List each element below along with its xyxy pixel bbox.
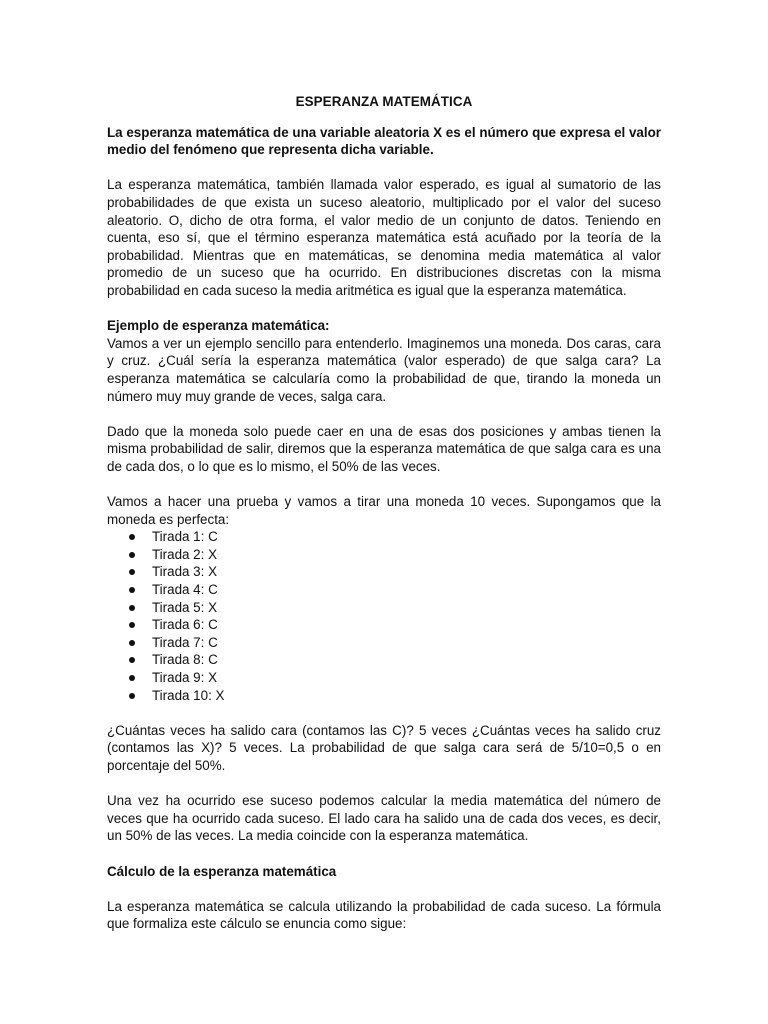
intro-paragraph: La esperanza matemática de una variable aleatoria X es el número que expresa el valor medio del fenómeno que representa dicha variable. <box>107 124 661 158</box>
experiment-paragraph: Vamos a hacer una prueba y vamos a tirar una moneda 10 veces. Supongamos que la moneda es perfecta: <box>107 494 661 527</box>
list-item <box>107 528 661 546</box>
coin-probability-paragraph: Dado que la moneda solo puede caer en una de esas dos posiciones y ambas tienen la misma probabilidad de salir, diremos que la esperanza matemática de que salga cara es una de cada dos, o lo que es lo mismo, el 50% de las veces. <box>107 423 661 474</box>
bullet-icon <box>129 534 135 540</box>
throw-label: Tirada 6: <box>152 617 205 633</box>
list-item <box>107 546 661 564</box>
throw-label: Tirada 7: <box>152 634 205 650</box>
bullet-icon <box>129 675 135 681</box>
result-paragraph: ¿Cuántas veces ha salido cara (contamos las C)? 5 veces ¿Cuántas veces ha salido cruz (contamos las X)? 5 veces. La probabilidad de que salga cara será de 5/10=0,5 o en porcentaje del 50%. <box>107 722 661 773</box>
mean-paragraph: Una vez ha ocurrido ese suceso podemos calcular la media matemática del número de veces que ha ocurrido cada suceso. El lado cara ha salido una de cada dos veces, es decir, un 50% de las veces. La media coincide con la esperanza matemática. <box>107 793 661 844</box>
throw-label: Tirada 9: <box>152 670 205 685</box>
list-item <box>107 616 661 634</box>
bullet-icon <box>129 640 135 646</box>
throw-label: Tirada 2: <box>152 546 205 562</box>
throw-label: Tirada 4: <box>152 582 205 598</box>
list-item <box>107 669 661 687</box>
throw-label: Tirada 10: <box>152 687 212 703</box>
throw-result: X <box>208 599 218 615</box>
throw-label: Tirada 3: <box>152 564 205 580</box>
list-item <box>107 581 661 599</box>
throw-result: X <box>208 564 218 580</box>
bullet-icon <box>129 587 135 593</box>
document-body <box>107 93 661 951</box>
throw-result: C <box>208 634 218 650</box>
list-item <box>107 651 661 669</box>
bullet-icon <box>129 605 135 611</box>
throw-result: C <box>208 617 218 633</box>
bullet-icon <box>129 552 135 558</box>
throws-list <box>107 528 661 704</box>
list-item <box>107 563 661 581</box>
bullet-icon <box>129 569 135 575</box>
bullet-icon <box>129 622 135 628</box>
throw-result: X <box>215 687 225 703</box>
list-item <box>107 687 661 705</box>
formula-intro-paragraph: La esperanza matemática se calcula utilizando la probabilidad de cada suceso. La fórmula que formaliza este cálculo se enuncia como sigue: <box>107 898 661 932</box>
example-paragraph: Vamos a ver un ejemplo sencillo para entenderlo. Imaginemos una moneda. Dos caras, cara y cruz. ¿Cuál sería la esperanza matemática (valor esperado) de que salga cara? La esperanza matemática se calcularía como la probabilidad de que, tirando la moneda un número muy muy grande de veces, salga cara. <box>107 335 661 404</box>
throw-label: Tirada 5: <box>152 599 205 615</box>
calc-heading: Cálculo de la esperanza matemática <box>107 863 337 879</box>
throw-label: Tirada 1: <box>152 529 205 545</box>
throw-result: C <box>208 582 218 598</box>
throw-label: Tirada 8: <box>152 652 205 668</box>
throw-result: C <box>208 529 218 545</box>
throw-result: X <box>208 670 218 685</box>
bullet-icon <box>129 693 135 699</box>
list-item <box>107 599 661 617</box>
throw-result: X <box>208 546 218 562</box>
document-title: ESPERANZA MATEMÁTICA <box>295 94 473 109</box>
definition-paragraph: La esperanza matemática, también llamada valor esperado, es igual al sumatorio de las probabilidades de que exista un suceso aleatorio, multiplicado por el valor del suceso aleatorio. O, dicho de otra forma, el valor medio de un conjunto de datos. Teniendo en cuenta, eso sí, que el término esperanza matemática está acuñado por la teoría de la probabilidad. Mientras que en matemáticas, se denomina media matemática al valor promedio de un suceso que ha ocurrido. En distribuciones discretas con la misma probabilidad en cada suceso la media aritmética es igual que la esperanza matemática. <box>107 177 661 298</box>
list-item <box>107 634 661 652</box>
example-heading: Ejemplo de esperanza matemática: <box>107 318 330 334</box>
bullet-icon <box>129 657 135 663</box>
throw-result: C <box>208 652 218 668</box>
